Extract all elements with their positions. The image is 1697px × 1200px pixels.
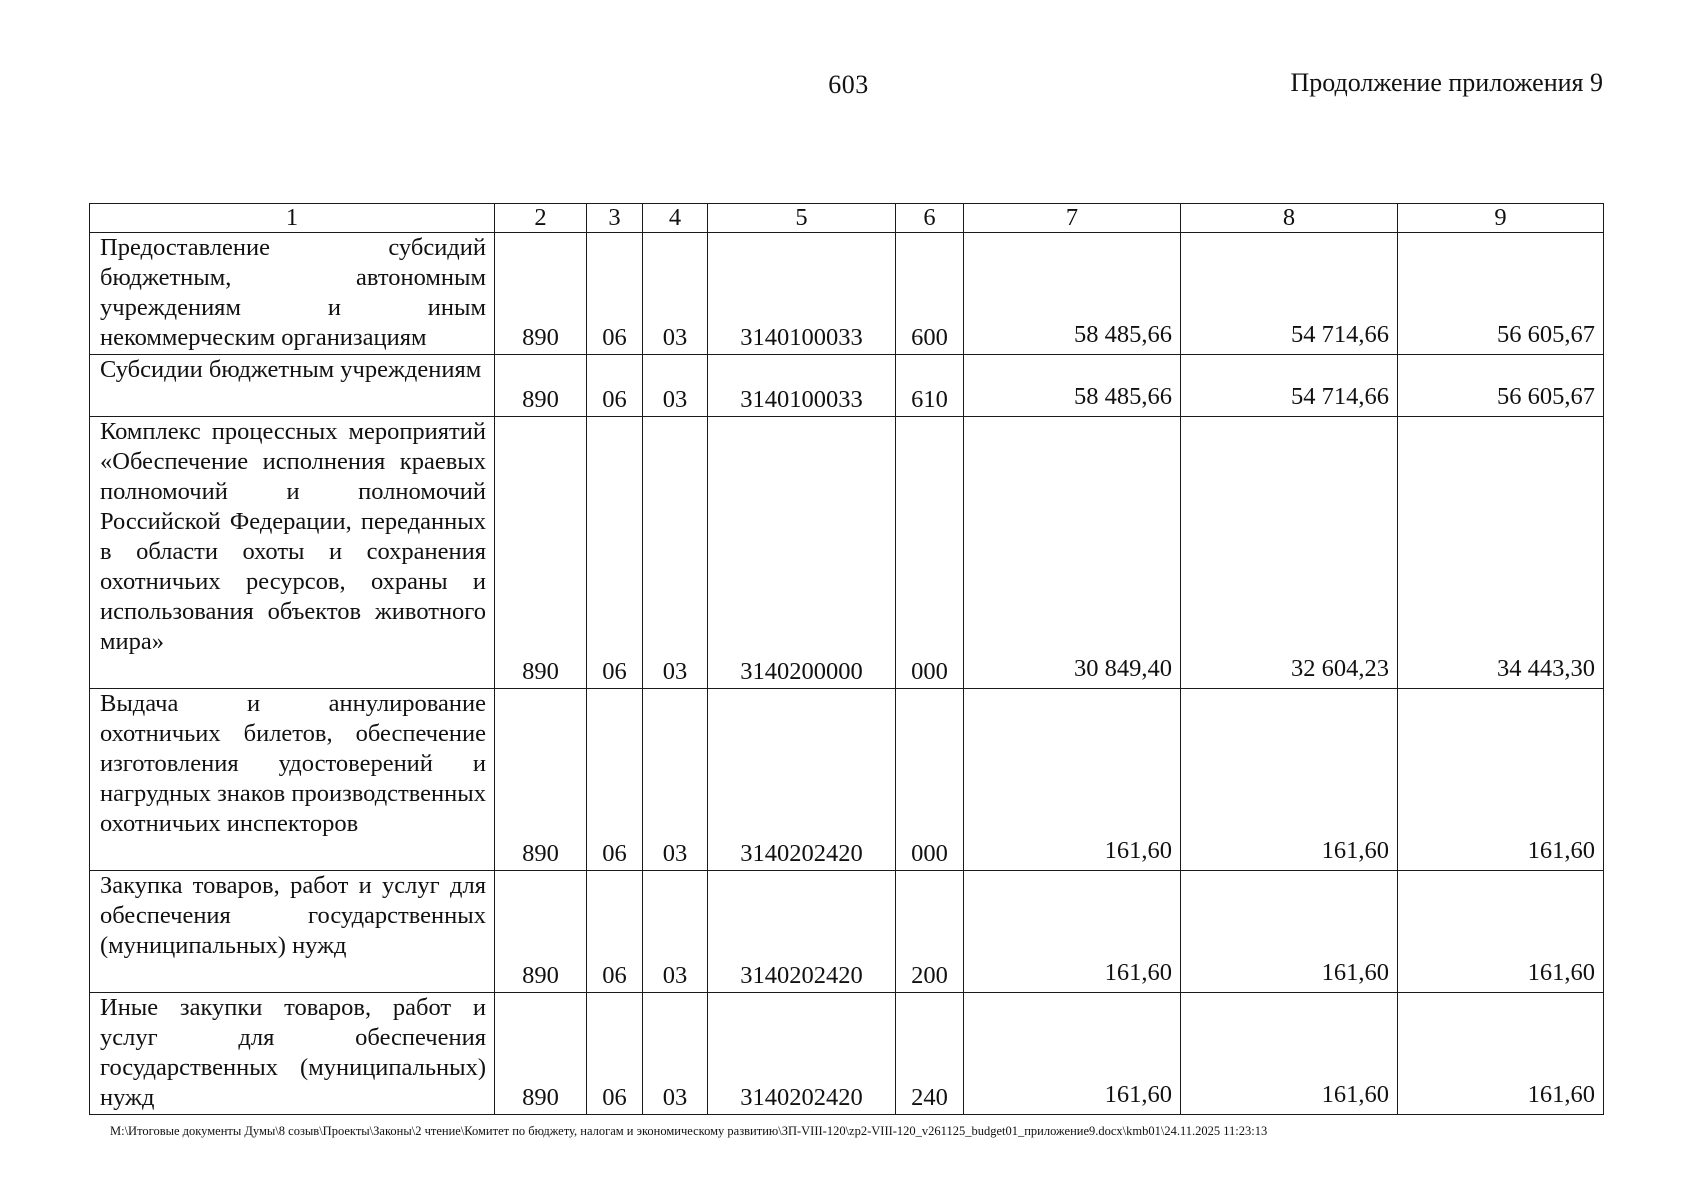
appendix-continuation-label: Продолжение приложения 9 — [1290, 68, 1603, 97]
column-header: 8 — [1181, 204, 1398, 233]
section-cell: 06 — [587, 355, 643, 417]
table-row — [90, 355, 1604, 417]
section-cell: 06 — [587, 417, 643, 689]
amount-cell: 34 443,30 — [1398, 417, 1604, 689]
expense-type-cell: 600 — [896, 233, 964, 355]
target-article-cell: 3140100033 — [708, 355, 896, 417]
section-cell: 06 — [587, 993, 643, 1115]
budget-table — [89, 203, 1604, 1115]
row-name-cell: Иные закупки товаров, работ и услуг для обеспечения государственных (муниципальных) нужд — [90, 993, 495, 1115]
amount-cell: 58 485,66 — [964, 233, 1181, 355]
amount-cell: 161,60 — [1398, 689, 1604, 871]
amount-cell: 30 849,40 — [964, 417, 1181, 689]
ministry-code-cell: 890 — [495, 993, 587, 1115]
amount-cell: 54 714,66 — [1181, 233, 1398, 355]
column-header: 9 — [1398, 204, 1604, 233]
amount-cell: 32 604,23 — [1181, 417, 1398, 689]
amount-cell: 58 485,66 — [964, 355, 1181, 417]
expense-type-cell: 200 — [896, 871, 964, 993]
section-cell: 06 — [587, 233, 643, 355]
row-name-cell: Субсидии бюджетным учреждениям — [90, 355, 495, 417]
column-header: 7 — [964, 204, 1181, 233]
page-number: 603 — [828, 70, 869, 99]
row-name-cell: Закупка товаров, работ и услуг для обеспечения государственных (муниципальных) нужд — [90, 871, 495, 993]
amount-cell: 56 605,67 — [1398, 355, 1604, 417]
row-name-cell: Комплекс процессных мероприятий «Обеспечение исполнения краевых полномочий и полномочий Российской Федерации, переданных в области охоты и сохранения охотничьих ресурсов, охраны и использования объектов животного мира» — [90, 417, 495, 689]
target-article-cell: 3140202420 — [708, 993, 896, 1115]
row-name-cell: Предоставление субсидий бюджетным, автономным учреждениям и иным некоммерческим организациям — [90, 233, 495, 355]
amount-cell: 161,60 — [1181, 993, 1398, 1115]
amount-cell: 161,60 — [1398, 993, 1604, 1115]
amount-cell: 161,60 — [1181, 689, 1398, 871]
subsection-cell: 03 — [643, 993, 708, 1115]
column-header: 1 — [90, 204, 495, 233]
expense-type-cell: 000 — [896, 417, 964, 689]
table-body — [90, 233, 1604, 1115]
subsection-cell: 03 — [643, 417, 708, 689]
column-header: 2 — [495, 204, 587, 233]
document-file-path: M:\Итоговые документы Думы\8 созыв\Проекты\Законы\2 чтение\Комитет по бюджету, налогам и экономическому развитию\ЗП-VIII-120\zp2-VIII-120_v261125_budget01_приложение9.docx\kmb01\24.11.2025 11:23:13 — [110, 1124, 1268, 1138]
table-row — [90, 871, 1604, 993]
subsection-cell: 03 — [643, 689, 708, 871]
table-row — [90, 233, 1604, 355]
amount-cell: 161,60 — [964, 993, 1181, 1115]
target-article-cell: 3140202420 — [708, 871, 896, 993]
amount-cell: 56 605,67 — [1398, 233, 1604, 355]
table-header — [90, 204, 1604, 233]
table-row — [90, 417, 1604, 689]
ministry-code-cell: 890 — [495, 355, 587, 417]
subsection-cell: 03 — [643, 233, 708, 355]
table-row — [90, 993, 1604, 1115]
section-cell: 06 — [587, 871, 643, 993]
amount-cell: 161,60 — [964, 689, 1181, 871]
amount-cell: 161,60 — [1181, 871, 1398, 993]
ministry-code-cell: 890 — [495, 871, 587, 993]
row-name-cell: Выдача и аннулирование охотничьих билетов, обеспечение изготовления удостоверений и нагрудных знаков производственных охотничьих инспекторов — [90, 689, 495, 871]
expense-type-cell: 610 — [896, 355, 964, 417]
amount-cell: 161,60 — [964, 871, 1181, 993]
subsection-cell: 03 — [643, 871, 708, 993]
amount-cell: 161,60 — [1398, 871, 1604, 993]
column-header: 3 — [587, 204, 643, 233]
expense-type-cell: 240 — [896, 993, 964, 1115]
column-header: 6 — [896, 204, 964, 233]
amount-cell: 54 714,66 — [1181, 355, 1398, 417]
header-row — [90, 204, 1604, 233]
section-cell: 06 — [587, 689, 643, 871]
target-article-cell: 3140200000 — [708, 417, 896, 689]
subsection-cell: 03 — [643, 355, 708, 417]
expense-type-cell: 000 — [896, 689, 964, 871]
column-header: 5 — [708, 204, 896, 233]
table-row — [90, 689, 1604, 871]
target-article-cell: 3140202420 — [708, 689, 896, 871]
target-article-cell: 3140100033 — [708, 233, 896, 355]
ministry-code-cell: 890 — [495, 689, 587, 871]
ministry-code-cell: 890 — [495, 417, 587, 689]
ministry-code-cell: 890 — [495, 233, 587, 355]
column-header: 4 — [643, 204, 708, 233]
